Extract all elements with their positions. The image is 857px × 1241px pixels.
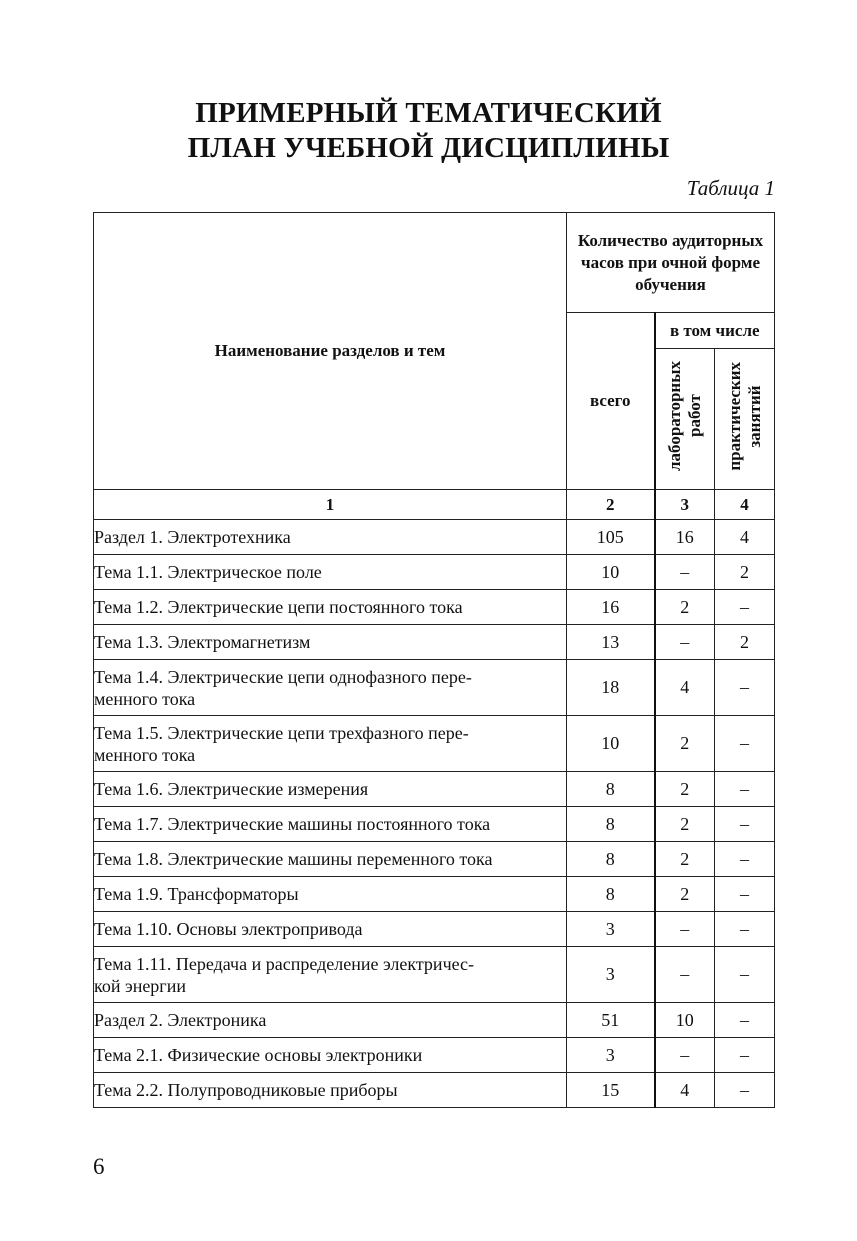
row-total: 105: [567, 520, 655, 555]
table-row: [94, 555, 775, 590]
page-number: 6: [93, 1154, 105, 1179]
row-name: Тема 1.7. Электрические машины постоянного тока: [94, 807, 567, 842]
row-practice: –: [715, 1003, 775, 1038]
row-lab: –: [655, 947, 715, 1003]
page-title: [0, 96, 857, 166]
table-row: [94, 947, 775, 1003]
header-practice: [715, 349, 775, 490]
col-number-3: 3: [655, 490, 715, 520]
row-total: 10: [567, 716, 655, 772]
row-practice: –: [715, 772, 775, 807]
title-line-1: ПРИМЕРНЫЙ ТЕМАТИЧЕСКИЙ: [195, 97, 662, 129]
row-name: Тема 1.3. Электромагнетизм: [94, 625, 567, 660]
row-total: 3: [567, 912, 655, 947]
table-row: [94, 1073, 775, 1108]
table-row: [94, 1003, 775, 1038]
row-practice: –: [715, 1038, 775, 1073]
row-lab: 2: [655, 716, 715, 772]
row-total: 8: [567, 877, 655, 912]
row-lab: 16: [655, 520, 715, 555]
row-total: 3: [567, 1038, 655, 1073]
row-total: 10: [567, 555, 655, 590]
table-row: [94, 716, 775, 772]
row-practice: –: [715, 947, 775, 1003]
row-lab: –: [655, 1038, 715, 1073]
row-name: Тема 1.5. Электрические цепи трехфазного пере- менного тока: [94, 716, 567, 772]
row-name: Тема 1.11. Передача и распределение электричес- кой энергии: [94, 947, 567, 1003]
row-lab: 2: [655, 842, 715, 877]
row-total: 8: [567, 772, 655, 807]
table-row: [94, 625, 775, 660]
row-total: 51: [567, 1003, 655, 1038]
row-lab: 2: [655, 807, 715, 842]
header-name: Наименование разделов и тем: [94, 213, 567, 490]
row-practice: –: [715, 912, 775, 947]
table-row: [94, 520, 775, 555]
row-practice: 2: [715, 555, 775, 590]
row-total: 8: [567, 842, 655, 877]
row-practice: –: [715, 842, 775, 877]
row-total: 8: [567, 807, 655, 842]
row-practice: 2: [715, 625, 775, 660]
row-practice: 4: [715, 520, 775, 555]
row-total: 16: [567, 590, 655, 625]
row-lab: 4: [655, 660, 715, 716]
table-row: [94, 807, 775, 842]
table-row: [94, 590, 775, 625]
row-lab: 2: [655, 877, 715, 912]
row-name: Тема 1.4. Электрические цепи однофазного пере- менного тока: [94, 660, 567, 716]
col-number-1: 1: [94, 490, 567, 520]
header-hours: Количество аудиторных часов при очной форме обучения: [567, 213, 775, 313]
row-lab: –: [655, 555, 715, 590]
row-practice: –: [715, 660, 775, 716]
table-row: [94, 912, 775, 947]
title-line-2: ПЛАН УЧЕБНОЙ ДИСЦИПЛИНЫ: [187, 132, 670, 164]
table-row: [94, 660, 775, 716]
row-name: Тема 2.2. Полупроводниковые приборы: [94, 1073, 567, 1108]
row-lab: 4: [655, 1073, 715, 1108]
table-row: [94, 877, 775, 912]
row-total: 3: [567, 947, 655, 1003]
row-practice: –: [715, 716, 775, 772]
header-lab-label: лабораторных работ: [664, 361, 704, 471]
row-total: 13: [567, 625, 655, 660]
row-name: Раздел 2. Электроника: [94, 1003, 567, 1038]
row-name: Тема 1.2. Электрические цепи постоянного тока: [94, 590, 567, 625]
row-practice: –: [715, 590, 775, 625]
row-name: Тема 1.1. Электрическое поле: [94, 555, 567, 590]
row-name: Раздел 1. Электротехника: [94, 520, 567, 555]
row-total: 18: [567, 660, 655, 716]
row-lab: 2: [655, 772, 715, 807]
row-name: Тема 1.6. Электрические измерения: [94, 772, 567, 807]
header-total: всего: [567, 313, 655, 490]
row-lab: –: [655, 912, 715, 947]
header-including: в том числе: [655, 313, 775, 349]
table-row: [94, 842, 775, 877]
row-total: 15: [567, 1073, 655, 1108]
header-lab: [655, 349, 715, 490]
row-practice: –: [715, 1073, 775, 1108]
row-name: Тема 1.8. Электрические машины переменного тока: [94, 842, 567, 877]
table-caption: Таблица 1: [686, 176, 775, 200]
col-number-2: 2: [567, 490, 655, 520]
row-name: Тема 2.1. Физические основы электроники: [94, 1038, 567, 1073]
row-lab: –: [655, 625, 715, 660]
row-name: Тема 1.10. Основы электропривода: [94, 912, 567, 947]
row-practice: –: [715, 807, 775, 842]
header-practice-label: практических занятий: [724, 361, 764, 471]
row-practice: –: [715, 877, 775, 912]
thematic-plan-table: [93, 212, 775, 1108]
row-lab: 2: [655, 590, 715, 625]
col-number-4: 4: [715, 490, 775, 520]
row-lab: 10: [655, 1003, 715, 1038]
table-row: [94, 1038, 775, 1073]
row-name: Тема 1.9. Трансформаторы: [94, 877, 567, 912]
table-row: [94, 772, 775, 807]
